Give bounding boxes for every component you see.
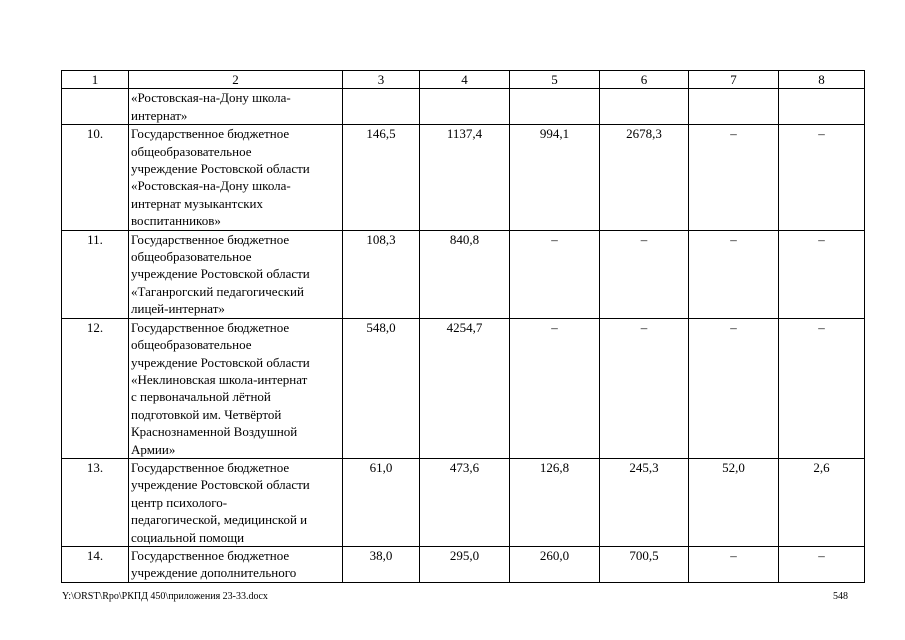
value-col-5: –	[510, 230, 600, 318]
row-number: 12.	[62, 318, 129, 458]
value-col-3	[343, 89, 420, 125]
column-header-6: 6	[600, 71, 689, 89]
value-col-7: –	[689, 546, 779, 582]
value-col-5: 994,1	[510, 125, 600, 230]
institution-name-line: Армии»	[131, 441, 176, 457]
institution-name-line: Государственное бюджетное	[131, 459, 290, 475]
value-col-4: 473,6	[420, 458, 510, 546]
value-col-4: 295,0	[420, 546, 510, 582]
institution-name-line: воспитанников»	[131, 213, 221, 229]
institution-name-line: учреждение Ростовской области	[131, 477, 310, 493]
institution-name-line: «Неклиновская школа-интернат	[131, 371, 308, 387]
value-col-7	[689, 89, 779, 125]
institution-name	[129, 125, 343, 230]
institution-name-line: «Таганрогский педагогический	[131, 283, 304, 299]
column-header-1: 1	[62, 71, 129, 89]
column-header-2: 2	[129, 71, 343, 89]
table-body	[62, 89, 865, 583]
institution-name-line: Государственное бюджетное	[131, 547, 290, 563]
row-number: 13.	[62, 458, 129, 546]
institution-name-line: лицей-интернат»	[131, 301, 225, 317]
value-col-6: 2678,3	[600, 125, 689, 230]
value-col-3: 108,3	[343, 230, 420, 318]
institution-name-line: учреждение Ростовской области	[131, 266, 310, 282]
column-header-7: 7	[689, 71, 779, 89]
value-col-4: 1137,4	[420, 125, 510, 230]
institution-name-line: Государственное бюджетное	[131, 126, 290, 142]
institution-name-line: подготовкой им. Четвёртой	[131, 406, 282, 422]
institution-name-line: учреждение Ростовской области	[131, 354, 310, 370]
value-col-6: –	[600, 318, 689, 458]
institution-name-line: «Ростовская-на-Дону школа-	[131, 90, 291, 106]
value-col-8: –	[779, 546, 865, 582]
institution-name-line: интернат»	[131, 107, 188, 123]
page-number: 548	[833, 591, 848, 602]
table-header-row	[62, 71, 865, 89]
value-col-4: 840,8	[420, 230, 510, 318]
institution-name-line: социальной помощи	[131, 529, 245, 545]
institution-name-line: общеобразовательное	[131, 249, 252, 265]
table-row	[62, 318, 865, 458]
value-col-8	[779, 89, 865, 125]
institution-name-line: с первоначальной лётной	[131, 389, 271, 405]
column-header-8: 8	[779, 71, 865, 89]
value-col-5	[510, 89, 600, 125]
column-header-3: 3	[343, 71, 420, 89]
row-number: 11.	[62, 230, 129, 318]
institution-name	[129, 318, 343, 458]
row-number: 10.	[62, 125, 129, 230]
institution-name-line: общеобразовательное	[131, 143, 252, 159]
value-col-7: 52,0	[689, 458, 779, 546]
value-col-8: –	[779, 125, 865, 230]
value-col-7: –	[689, 125, 779, 230]
value-col-8: –	[779, 318, 865, 458]
institution-name-line: учреждение дополнительного	[131, 565, 297, 581]
row-number: 14.	[62, 546, 129, 582]
institution-name	[129, 458, 343, 546]
institution-name-line: общеобразовательное	[131, 337, 252, 353]
value-col-5: –	[510, 318, 600, 458]
value-col-4: 4254,7	[420, 318, 510, 458]
document-path: Y:\ORST\Rpo\РКПД 450\приложения 23-33.docx	[62, 591, 268, 602]
institution-name-line: интернат музыкантских	[131, 195, 264, 211]
column-header-5: 5	[510, 71, 600, 89]
value-col-8: –	[779, 230, 865, 318]
value-col-5: 260,0	[510, 546, 600, 582]
value-col-3: 38,0	[343, 546, 420, 582]
institution-name-line: педагогической, медицинской и	[131, 512, 308, 528]
table-row	[62, 89, 865, 125]
institution-name-line: «Ростовская-на-Дону школа-	[131, 178, 291, 194]
value-col-5: 126,8	[510, 458, 600, 546]
budget-table	[61, 70, 865, 583]
table-row	[62, 546, 865, 582]
value-col-3: 548,0	[343, 318, 420, 458]
table-row	[62, 230, 865, 318]
row-number	[62, 89, 129, 125]
institution-name	[129, 89, 343, 125]
value-col-8: 2,6	[779, 458, 865, 546]
value-col-6	[600, 89, 689, 125]
institution-name-line: центр психолого-	[131, 494, 228, 510]
institution-name-line: Государственное бюджетное	[131, 231, 290, 247]
value-col-4	[420, 89, 510, 125]
institution-name	[129, 230, 343, 318]
table-row	[62, 125, 865, 230]
value-col-3: 61,0	[343, 458, 420, 546]
value-col-3: 146,5	[343, 125, 420, 230]
column-header-4: 4	[420, 71, 510, 89]
institution-name	[129, 546, 343, 582]
value-col-6: 245,3	[600, 458, 689, 546]
institution-name-line: учреждение Ростовской области	[131, 161, 310, 177]
table-row	[62, 458, 865, 546]
institution-name-line: Краснознаменной Воздушной	[131, 424, 298, 440]
value-col-7: –	[689, 318, 779, 458]
institution-name-line: Государственное бюджетное	[131, 319, 290, 335]
value-col-6: –	[600, 230, 689, 318]
value-col-7: –	[689, 230, 779, 318]
value-col-6: 700,5	[600, 546, 689, 582]
